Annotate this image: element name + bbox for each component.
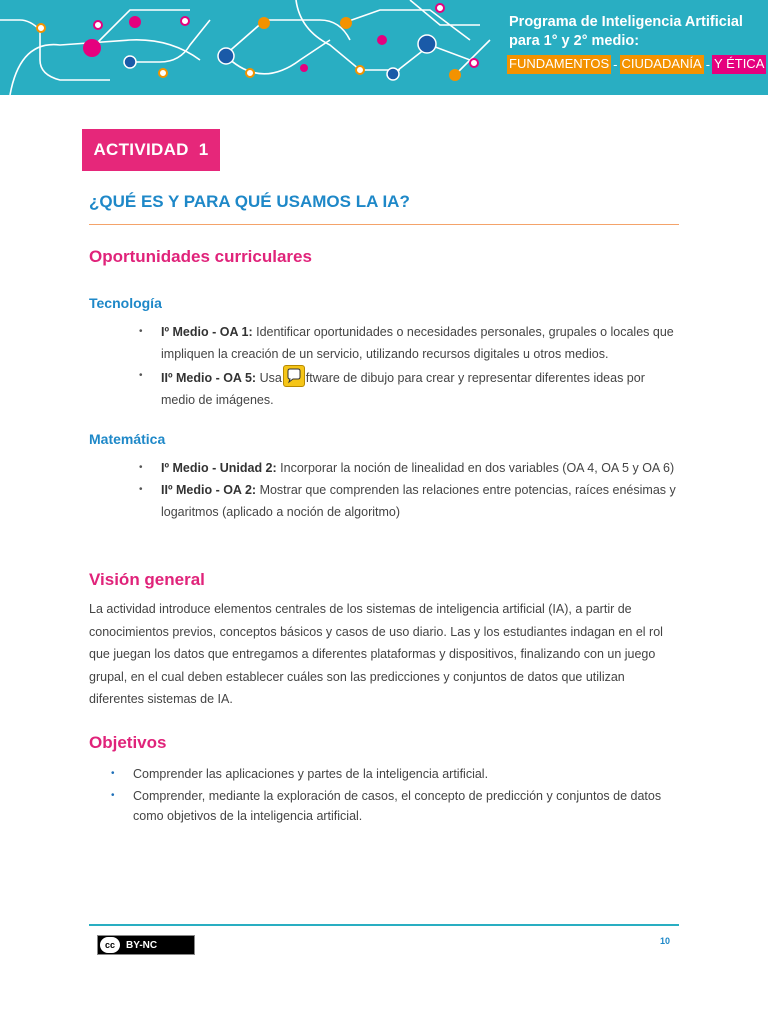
item-label: Iº Medio - OA 1:: [161, 325, 253, 339]
footer-divider: [89, 924, 679, 926]
header-banner: [0, 0, 768, 95]
bullet-icon: •: [139, 370, 143, 381]
overview-heading: Visión general: [89, 570, 205, 589]
item-text: Identificar oportunidades o necesidades personales, grupales o locales que impliquen la creación de un servicio, utilizando recursos digitales u otros medios.: [161, 325, 674, 361]
objective-text: Comprender, mediante la exploración de casos, el concepto de predicción y conjuntos de datos como objetivos de la inteligencia artificial.: [133, 789, 662, 823]
list-item: [139, 457, 679, 479]
subject-technology: Tecnología: [89, 295, 162, 311]
list-item: [111, 786, 679, 826]
bullet-icon: •: [111, 790, 115, 801]
item-text: Mostrar que comprenden las relaciones entre potencias, raíces enésimas y logaritmos (aplicado a noción de algoritmo): [161, 483, 676, 519]
item-text-before: Usa: [259, 371, 282, 385]
list-item: [111, 764, 679, 784]
list-item: [139, 365, 679, 411]
technology-list: [139, 321, 679, 411]
math-list: [139, 457, 679, 523]
overview-text: La actividad introduce elementos centrales de los sistemas de inteligencia artificial (IA), a partir de conocimientos previos, conceptos básicos y casos de uso diario. Las y los estudiantes indagan en el rol que juegan los datos que entregamos a diferentes plataformas y dispositivos, finalizando con un juego grupal, en el cual deben establecer cuáles son las predicciones y conjuntos de datos que utilizan diferentes sistemas de IA.: [89, 602, 663, 706]
tag-separator: -: [613, 57, 618, 72]
title-divider: [89, 224, 679, 225]
creative-commons-icon: cc: [100, 937, 120, 953]
list-item: [139, 321, 679, 365]
bullet-icon: •: [139, 326, 143, 337]
page-number: 10: [660, 936, 671, 946]
tag-separator: -: [705, 57, 711, 72]
item-text: Incorporar la noción de linealidad en dos variables (OA 4, OA 5 y OA 6): [280, 461, 675, 475]
bullet-icon: •: [111, 768, 115, 779]
program-title-line1: Programa de Inteligencia Artificial: [509, 14, 743, 30]
program-tags: [507, 55, 766, 74]
objective-text: Comprender las aplicaciones y partes de la inteligencia artificial.: [133, 767, 489, 781]
comment-icon[interactable]: [283, 365, 305, 387]
list-item: [139, 479, 679, 523]
license-text: BY-NC: [126, 939, 158, 951]
curricular-heading: Oportunidades curriculares: [89, 247, 312, 266]
item-text-after: ftware de dibujo para crear y representar diferentes ideas por medio de imágenes.: [161, 371, 645, 407]
program-title: [509, 13, 743, 51]
bullet-icon: •: [139, 484, 143, 495]
bullet-icon: •: [139, 462, 143, 473]
objectives-heading: Objetivos: [89, 733, 167, 752]
objectives-list: [111, 764, 679, 826]
item-label: IIº Medio - OA 2:: [161, 483, 257, 497]
tag-etica: Y ÉTICA: [712, 55, 766, 74]
tag-fundamentos: FUNDAMENTOS: [507, 55, 611, 74]
item-label: IIº Medio - OA 5:: [161, 371, 257, 385]
activity-title: ¿QUÉ ES Y PARA QUÉ USAMOS LA IA?: [89, 192, 410, 211]
license-badge[interactable]: [97, 935, 195, 955]
activity-badge: ACTIVIDAD 1: [82, 129, 220, 171]
tag-ciudadania: CIUDADANÍA: [620, 55, 704, 74]
subject-math: Matemática: [89, 431, 166, 447]
program-title-line2: para 1° y 2° medio:: [509, 33, 640, 49]
item-label: Iº Medio - Unidad 2:: [161, 461, 277, 475]
